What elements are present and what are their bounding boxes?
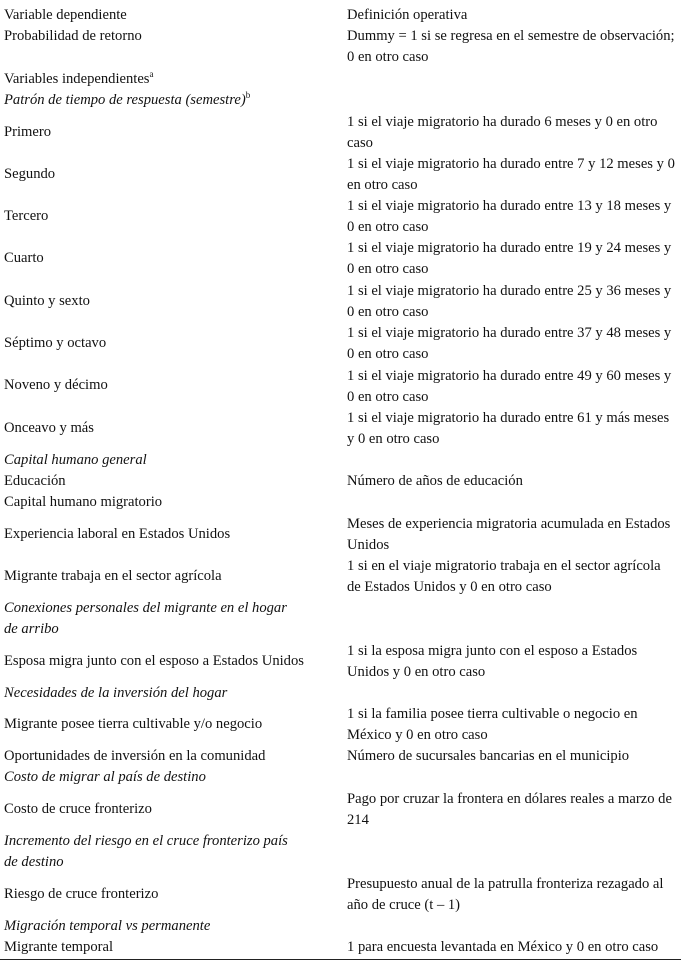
row-definition: 1 si el viaje migratorio ha durado entre 13 y 18 meses y 0 en otro caso <box>347 198 672 235</box>
migratory-human-capital-label: Capital humano migratorio <box>4 494 163 510</box>
temporary-vs-permanent-label: Migración temporal vs permanente <box>4 918 211 934</box>
row-label: Migrante posee tierra cultivable y/o negocio <box>4 716 263 732</box>
row-label: Primero <box>4 124 52 140</box>
row-definition: Dummy = 1 si se regresa en el semestre de observación; 0 en otro caso <box>347 28 675 65</box>
header-variable: Variable dependiente <box>4 7 127 23</box>
row-label: Migrante trabaja en el sector agrícola <box>4 568 222 584</box>
footnote-marker: b <box>245 90 251 100</box>
row-label: Tercero <box>4 208 49 224</box>
row-definition: Meses de experiencia migratoria acumulada en Estados Unidos <box>347 516 671 553</box>
household-investment-label: Necesidades de la inversión del hogar <box>4 685 228 701</box>
row-label: Migrante temporal <box>4 939 114 955</box>
row-label: Onceavo y más <box>4 420 94 436</box>
row-definition: 1 si el viaje migratorio ha durado entre 19 y 24 meses y 0 en otro caso <box>347 240 672 277</box>
row-label: Experiencia laboral en Estados Unidos <box>4 526 231 542</box>
row-label: Noveno y décimo <box>4 377 108 393</box>
row-definition: 1 si el viaje migratorio ha durado 6 meses y 0 en otro caso <box>347 114 658 151</box>
migration-cost-label: Costo de migrar al país de destino <box>4 769 206 785</box>
row-label: Educación <box>4 473 66 489</box>
border-risk-label: Incremento del riesgo en el cruce fronterizo país <box>4 833 288 849</box>
row-label: Oportunidades de inversión en la comunidad <box>4 748 266 764</box>
row-label: Esposa migra junto con el esposo a Estados Unidos <box>4 653 304 669</box>
table-bottom-rule <box>0 959 681 960</box>
header-definition: Definición operativa <box>347 7 468 23</box>
personal-connections-label: Conexiones personales del migrante en el hogar <box>4 600 287 616</box>
row-definition: 1 si el viaje migratorio ha durado entre 25 y 36 meses y 0 en otro caso <box>347 283 672 320</box>
row-definition: Número de años de educación <box>347 473 523 489</box>
border-risk-label-cont: de destino <box>4 854 64 870</box>
row-label: Segundo <box>4 166 56 182</box>
row-definition: 1 si en el viaje migratorio trabaja en el sector agrícola de Estados Unidos y 0 en otro caso <box>347 558 661 595</box>
row-definition: 1 si el viaje migratorio ha durado entre 61 y más meses y 0 en otro caso <box>347 410 670 447</box>
row-definition: Número de sucursales bancarias en el municipio <box>347 748 630 764</box>
row-label: Quinto y sexto <box>4 293 90 309</box>
general-human-capital-label: Capital humano general <box>4 452 147 468</box>
row-definition: 1 si el viaje migratorio ha durado entre 7 y 12 meses y 0 en otro caso <box>347 156 675 193</box>
row-label: Riesgo de cruce fronterizo <box>4 886 159 902</box>
row-definition: Presupuesto anual de la patrulla fronteriza rezagado al año de cruce (t – 1) <box>347 876 664 913</box>
row-definition: 1 si la esposa migra junto con el esposo a Estados Unidos y 0 en otro caso <box>347 643 638 680</box>
row-definition: 1 si el viaje migratorio ha durado entre 49 y 60 meses y 0 en otro caso <box>347 368 672 405</box>
row-label: Cuarto <box>4 250 44 266</box>
row-label: Costo de cruce fronterizo <box>4 801 152 817</box>
row-definition: Pago por cruzar la frontera en dólares reales a marzo de 214 <box>347 791 672 828</box>
independents-label: Variables independientes$^a$ <box>4 69 154 87</box>
row-definition: 1 si la familia posee tierra cultivable o negocio en México y 0 en otro caso <box>347 706 638 743</box>
row-definition: 1 para encuesta levantada en México y 0 en otro caso <box>347 939 659 955</box>
row-label: Probabilidad de retorno <box>4 28 142 44</box>
footnote-marker: a <box>149 69 154 79</box>
personal-connections-label-cont: de arribo <box>4 621 59 637</box>
row-label: Séptimo y octavo <box>4 335 107 351</box>
pattern-label: Patrón de tiempo de respuesta (semestre)$^b$ <box>4 90 251 108</box>
row-definition: 1 si el viaje migratorio ha durado entre 37 y 48 meses y 0 en otro caso <box>347 325 672 362</box>
